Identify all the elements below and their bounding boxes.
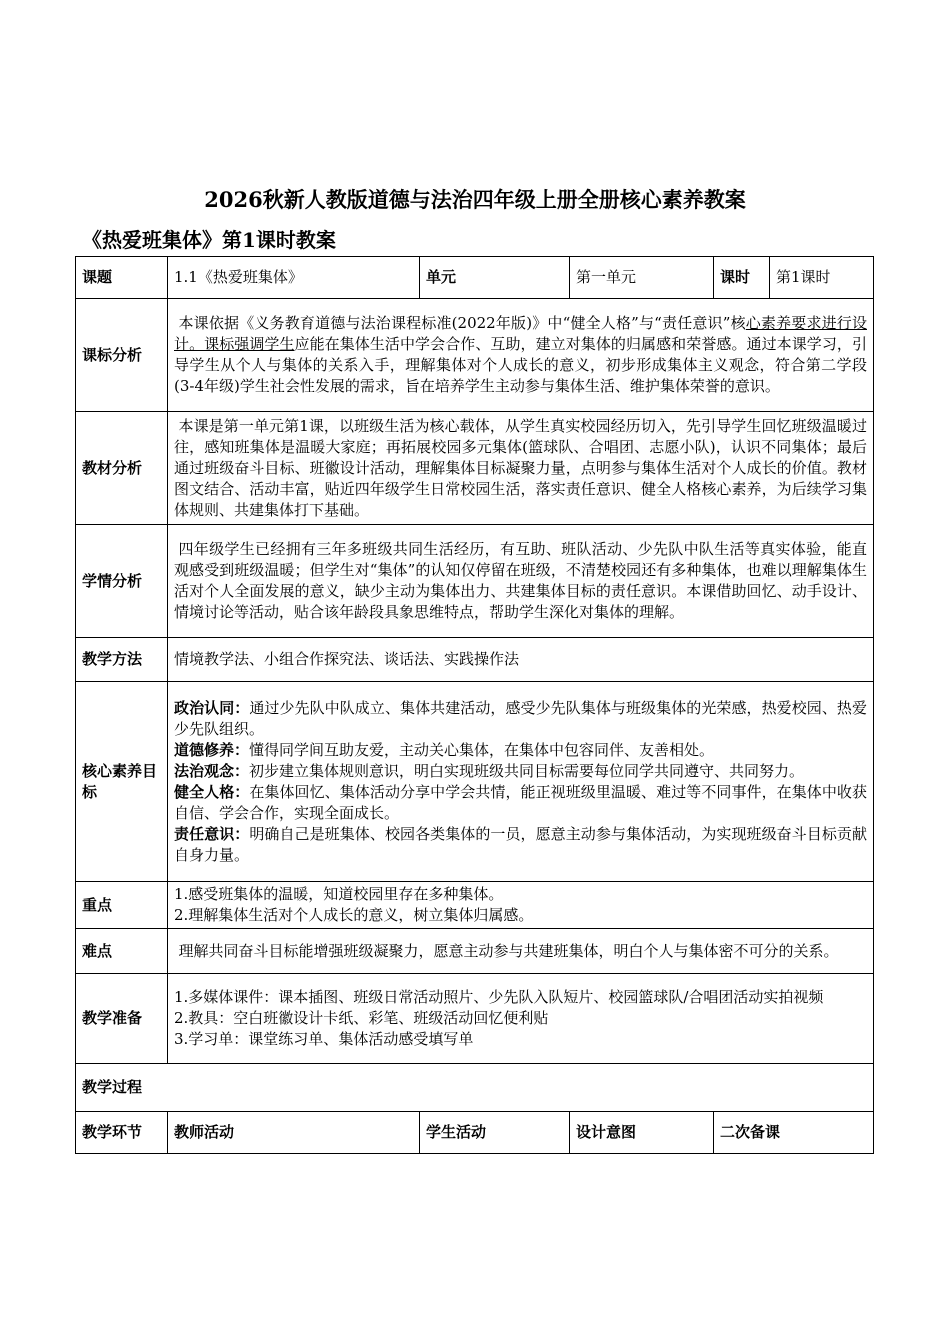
info-row — [76, 257, 874, 299]
difficulties-row — [76, 929, 874, 974]
goal-item: 健全人格：在集体回忆、集体活动分享中学会共情，能正视班级里温暖、难过等不同事件，在集体中收获自信、学会合作，实现全面成长。 — [174, 782, 867, 822]
process-col-revision: 二次备课 — [714, 1112, 874, 1154]
textbook-label: 教材分析 — [76, 412, 168, 525]
curriculum-text-part: 本课依据《义务教育道德与法治课程标准(2022年版)》中“健全人格”与“责任意识”核 — [178, 314, 746, 332]
process-col-stage: 教学环节 — [76, 1112, 168, 1154]
unit-value: 第一单元 — [570, 257, 714, 299]
curriculum-underlined-text: 心素养要求进行设计。课标强调学生 — [174, 314, 867, 353]
preparation-item: 3.学习单：课堂练习单、集体活动感受填写单 — [174, 1030, 474, 1048]
document-title: 2026秋新人教版道德与法治四年级上册全册核心素养教案 — [204, 187, 746, 212]
process-label: 教学过程 — [76, 1064, 874, 1112]
curriculum-row — [76, 299, 874, 412]
methods-text: 情境教学法、小组合作探究法、谈话法、实践操作法 — [168, 638, 874, 682]
period-label: 课时 — [714, 257, 770, 299]
preparation-label: 教学准备 — [76, 974, 168, 1064]
goal-item: 道德修养：懂得同学间互助友爱，主动关心集体，在集体中包容同伴、友善相处。 — [174, 740, 715, 759]
preparation-item: 1.多媒体课件：课本插图、班级日常活动照片、少先队入队短片、校园篮球队/合唱团活动实拍视频 — [174, 988, 824, 1006]
process-col-teacher: 教师活动 — [168, 1112, 420, 1154]
goals-row — [76, 682, 874, 882]
curriculum-text-part: 应能在集体生活中学会合作、互助，建立对集体的归属感和荣誉感。通过本课学习，引导学生从个人与集体的关系入手，理解集体对个人成长的意义，初步形成集体主义观念，符合第二学段(3-4年级)学生社会性发展的需求，旨在培养学生主动参与集体生活、维护集体荣誉的意识。 — [174, 335, 867, 395]
lesson-plan-table — [75, 256, 874, 1154]
difficulties-text: 理解共同奋斗目标能增强班级凝聚力，愿意主动参与共建班集体，明白个人与集体密不可分的关系。 — [168, 929, 874, 974]
textbook-row — [76, 412, 874, 525]
preparation-item: 2.教具：空白班徽设计卡纸、彩笔、班级活动回忆便利贴 — [174, 1009, 549, 1027]
curriculum-label: 课标分析 — [76, 299, 168, 412]
goals-label: 核心素养目标 — [76, 682, 168, 882]
topic-value: 1.1《热爱班集体》 — [168, 257, 420, 299]
unit-label: 单元 — [420, 257, 570, 299]
students-row — [76, 525, 874, 638]
preparation-row — [76, 974, 874, 1064]
curriculum-text — [168, 299, 874, 412]
key-point-item: 1.感受班集体的温暖，知道校园里存在多种集体。 — [174, 885, 504, 903]
lesson-title: 《热爱班集体》第1课时教案 — [82, 228, 336, 252]
students-label: 学情分析 — [76, 525, 168, 638]
methods-row — [76, 638, 874, 682]
key-point-item: 2.理解集体生活对个人成长的意义，树立集体归属感。 — [174, 906, 534, 924]
goal-item: 政治认同：通过少先队中队成立、集体共建活动，感受少先队集体与班级集体的光荣感，热爱校园、热爱少先队组织。 — [174, 698, 867, 738]
methods-label: 教学方法 — [76, 638, 168, 682]
key-points-label: 重点 — [76, 882, 168, 929]
process-col-intent: 设计意图 — [570, 1112, 714, 1154]
goals-list — [168, 682, 874, 882]
goal-item: 责任意识：明确自己是班集体、校园各类集体的一员，愿意主动参与集体活动，为实现班级奋斗目标贡献自身力量。 — [174, 824, 867, 864]
students-text: 四年级学生已经拥有三年多班级共同生活经历，有互助、班队活动、少先队中队生活等真实体验，能直观感受到班级温暖；但学生对“集体”的认知仅停留在班级，不清楚校园还有多种集体，也难以理解集体生活对个人全面发展的意义，缺少主动为集体出力、共建集体目标的责任意识。本课借助回忆、动手设计、情境讨论等活动，贴合该年龄段具象思维特点，帮助学生深化对集体的理解。 — [168, 525, 874, 638]
period-value: 第1课时 — [770, 257, 874, 299]
textbook-text: 本课是第一单元第1课，以班级生活为核心载体，从学生真实校园经历切入，先引导学生回忆班级温暖过往，感知班集体是温暖大家庭；再拓展校园多元集体(篮球队、合唱团、志愿小队)，认识不同集体；最后通过班级奋斗目标、班徽设计活动，理解集体目标凝聚力量，点明参与集体生活对个人成长的价值。教材图文结合、活动丰富，贴近四年级学生日常校园生活，落实责任意识、健全人格核心素养，为后续学习集体规则、共建集体打下基础。 — [168, 412, 874, 525]
process-row — [76, 1064, 874, 1112]
preparation-list — [168, 974, 874, 1064]
process-header-row — [76, 1112, 874, 1154]
difficulties-label: 难点 — [76, 929, 168, 974]
process-col-student: 学生活动 — [420, 1112, 570, 1154]
key-points-list — [168, 882, 874, 929]
goal-item: 法治观念：初步建立集体规则意识，明白实现班级共同目标需要每位同学共同遵守、共同努力。 — [174, 761, 805, 780]
key-points-row — [76, 882, 874, 929]
topic-label: 课题 — [76, 257, 168, 299]
